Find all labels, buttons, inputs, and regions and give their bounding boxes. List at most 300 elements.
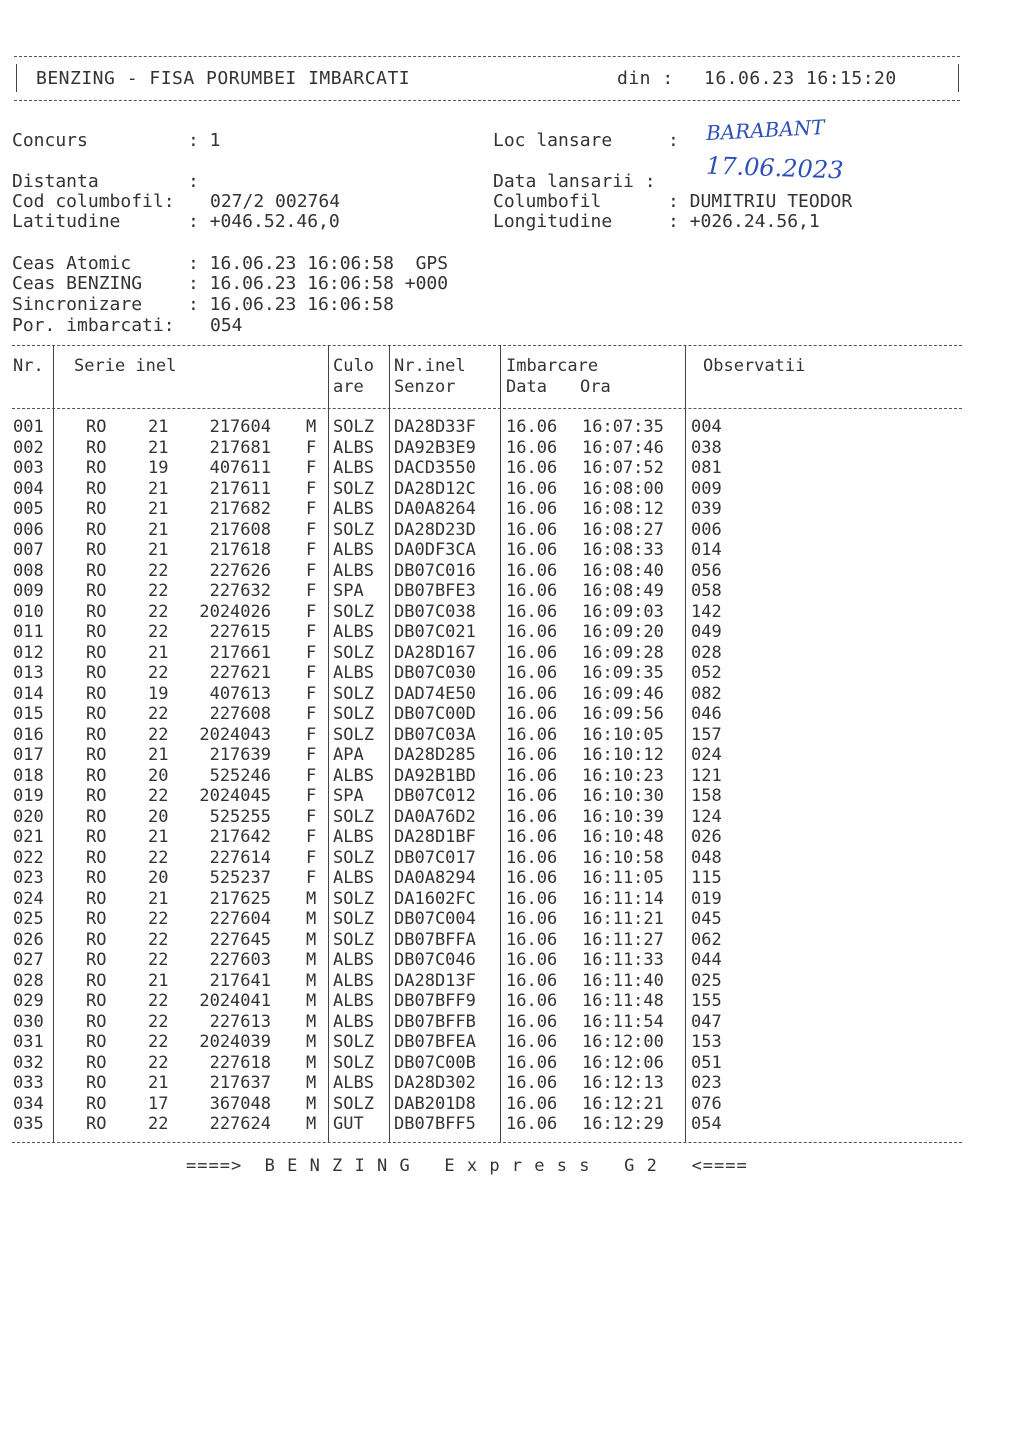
ring-number: 227645 <box>209 929 271 950</box>
ring-number: 227618 <box>209 1052 271 1073</box>
longitude-value: : +026.24.56,1 <box>668 211 820 232</box>
color: SOLZ <box>333 847 374 868</box>
ring-number: 367048 <box>209 1093 271 1114</box>
ring-country: RO <box>86 929 107 950</box>
sensor-id: DA28D23D <box>394 519 476 540</box>
sex: F <box>306 745 317 765</box>
row-number: 031 <box>13 1032 44 1052</box>
sex: F <box>306 581 317 601</box>
sensor-id: DB07BFFB <box>394 1011 476 1032</box>
ring-number: 217682 <box>209 499 271 519</box>
ring-number: 217661 <box>209 642 271 663</box>
ring-number: 525237 <box>209 868 271 888</box>
sex: M <box>306 1032 317 1052</box>
sex: M <box>306 970 317 991</box>
table-bottom-rule <box>12 1142 962 1143</box>
din-value: 16.06.23 16:15:20 <box>704 68 897 89</box>
sensor-id: DA28D12C <box>394 478 476 499</box>
observation: 028 <box>691 642 722 663</box>
color: ALBS <box>333 868 374 888</box>
document-title: BENZING - FISA PORUMBEI IMBARCATI <box>36 68 411 89</box>
row-number: 019 <box>13 786 44 806</box>
data-lansarii-handwritten: 17.06.2023 <box>705 151 844 185</box>
ring-number: 217618 <box>209 540 271 560</box>
embark-time: 16:11:33 <box>582 950 664 970</box>
table-row <box>0 971 1024 992</box>
observation: 026 <box>691 827 722 847</box>
observation: 115 <box>691 868 722 888</box>
sensor-id: DA28D33F <box>394 417 476 437</box>
ring-number: 2024043 <box>199 724 271 745</box>
embark-date: 16.06 <box>506 970 558 991</box>
observation: 052 <box>691 663 722 683</box>
column-header-imbarcare: Imbarcare <box>506 356 599 376</box>
table-row <box>0 930 1024 951</box>
table-header-bottom-rule <box>12 408 962 409</box>
sex: F <box>306 478 317 499</box>
ring-year: 21 <box>148 437 169 458</box>
ring-year: 22 <box>148 560 169 581</box>
color: GUT <box>333 1114 364 1134</box>
ring-country: RO <box>86 1052 107 1073</box>
color: ALBS <box>333 765 374 786</box>
color: SOLZ <box>333 642 374 663</box>
ring-number: 2024039 <box>199 1032 271 1052</box>
ceas-benzing-value: : 16.06.23 16:06:58 +000 <box>188 273 449 294</box>
ring-country: RO <box>86 458 107 478</box>
observation: 045 <box>691 909 722 929</box>
embark-time: 16:12:00 <box>582 1032 664 1052</box>
por-imbarcati-label: Por. imbarcati: <box>12 315 175 336</box>
embark-time: 16:10:30 <box>582 786 664 806</box>
color: SPA <box>333 581 364 601</box>
table-row <box>0 520 1024 541</box>
embark-date: 16.06 <box>506 540 558 560</box>
sensor-id: DB07C012 <box>394 786 476 806</box>
ring-year: 22 <box>148 622 169 642</box>
ring-country: RO <box>86 642 107 663</box>
embark-time: 16:07:52 <box>582 458 664 478</box>
observation: 142 <box>691 601 722 622</box>
ring-country: RO <box>86 601 107 622</box>
embark-time: 16:09:20 <box>582 622 664 642</box>
observation: 049 <box>691 622 722 642</box>
embark-date: 16.06 <box>506 581 558 601</box>
embark-date: 16.06 <box>506 745 558 765</box>
row-number: 029 <box>13 991 44 1011</box>
ring-country: RO <box>86 519 107 540</box>
ring-number: 217639 <box>209 745 271 765</box>
embark-time: 16:12:06 <box>582 1052 664 1073</box>
color: SPA <box>333 786 364 806</box>
embark-date: 16.06 <box>506 1073 558 1093</box>
sex: F <box>306 601 317 622</box>
color: ALBS <box>333 1011 374 1032</box>
sensor-id: DB07C00D <box>394 704 476 724</box>
table-row <box>0 786 1024 807</box>
ring-year: 22 <box>148 581 169 601</box>
ring-year: 19 <box>148 458 169 478</box>
row-number: 021 <box>13 827 44 847</box>
row-number: 005 <box>13 499 44 519</box>
ring-number: 217641 <box>209 970 271 991</box>
row-number: 035 <box>13 1114 44 1134</box>
ring-number: 227614 <box>209 847 271 868</box>
distanta-value: : <box>188 171 199 192</box>
embark-date: 16.06 <box>506 704 558 724</box>
sensor-id: DB07C016 <box>394 560 476 581</box>
embark-date: 16.06 <box>506 1093 558 1114</box>
row-number: 009 <box>13 581 44 601</box>
sex: F <box>306 786 317 806</box>
sensor-id: DAD74E50 <box>394 683 476 704</box>
color: SOLZ <box>333 724 374 745</box>
table-row <box>0 704 1024 725</box>
row-number: 018 <box>13 765 44 786</box>
observation: 056 <box>691 560 722 581</box>
embark-time: 16:07:46 <box>582 437 664 458</box>
table-row <box>0 561 1024 582</box>
ring-country: RO <box>86 868 107 888</box>
observation: 004 <box>691 417 722 437</box>
embark-time: 16:12:29 <box>582 1114 664 1134</box>
observation: 051 <box>691 1052 722 1073</box>
observation: 048 <box>691 847 722 868</box>
observation: 038 <box>691 437 722 458</box>
table-row <box>0 1073 1024 1094</box>
ring-year: 21 <box>148 827 169 847</box>
embark-date: 16.06 <box>506 724 558 745</box>
pigeon-table-body <box>0 417 1024 1135</box>
embark-date: 16.06 <box>506 478 558 499</box>
row-number: 020 <box>13 806 44 827</box>
sensor-id: DA28D1BF <box>394 827 476 847</box>
embark-date: 16.06 <box>506 765 558 786</box>
ring-number: 227603 <box>209 950 271 970</box>
sex: M <box>306 929 317 950</box>
sensor-id: DB07C00B <box>394 1052 476 1073</box>
color: SOLZ <box>333 909 374 929</box>
embark-time: 16:09:56 <box>582 704 664 724</box>
ring-number: 407613 <box>209 683 271 704</box>
table-row <box>0 1094 1024 1115</box>
ring-number: 2024026 <box>199 601 271 622</box>
embark-date: 16.06 <box>506 827 558 847</box>
header-right-border <box>958 64 959 92</box>
table-row <box>0 1114 1024 1135</box>
ceas-benzing-label: Ceas BENZING <box>12 273 143 294</box>
row-number: 012 <box>13 642 44 663</box>
table-row <box>0 1012 1024 1033</box>
row-number: 015 <box>13 704 44 724</box>
observation: 046 <box>691 704 722 724</box>
row-number: 004 <box>13 478 44 499</box>
ring-country: RO <box>86 540 107 560</box>
ring-year: 22 <box>148 1011 169 1032</box>
cod-label: Cod columbofil: <box>12 191 175 212</box>
ring-country: RO <box>86 970 107 991</box>
por-imbarcati-value: 054 <box>210 315 243 336</box>
observation: 009 <box>691 478 722 499</box>
embark-time: 16:11:21 <box>582 909 664 929</box>
table-row <box>0 950 1024 971</box>
observation: 047 <box>691 1011 722 1032</box>
ring-number: 2024045 <box>199 786 271 806</box>
embark-time: 16:08:40 <box>582 560 664 581</box>
embark-time: 16:10:23 <box>582 765 664 786</box>
ring-number: 227613 <box>209 1011 271 1032</box>
embark-date: 16.06 <box>506 519 558 540</box>
ring-number: 217608 <box>209 519 271 540</box>
observation: 014 <box>691 540 722 560</box>
ring-number: 407611 <box>209 458 271 478</box>
embark-time: 16:11:48 <box>582 991 664 1011</box>
embark-date: 16.06 <box>506 888 558 909</box>
row-number: 022 <box>13 847 44 868</box>
din-label: din : <box>617 68 674 89</box>
table-row <box>0 745 1024 766</box>
embark-time: 16:09:35 <box>582 663 664 683</box>
table-row <box>0 684 1024 705</box>
ring-year: 21 <box>148 499 169 519</box>
sex: M <box>306 991 317 1011</box>
ring-country: RO <box>86 909 107 929</box>
sex: M <box>306 417 317 437</box>
header-bottom-border <box>14 100 960 101</box>
ring-country: RO <box>86 827 107 847</box>
ring-number: 217642 <box>209 827 271 847</box>
ring-number: 227626 <box>209 560 271 581</box>
ring-country: RO <box>86 499 107 519</box>
color: ALBS <box>333 499 374 519</box>
observation: 058 <box>691 581 722 601</box>
ring-year: 20 <box>148 765 169 786</box>
table-row <box>0 458 1024 479</box>
color: ALBS <box>333 458 374 478</box>
cod-value: 027/2 002764 <box>210 191 341 212</box>
column-header-ora: Ora <box>580 377 611 397</box>
row-number: 002 <box>13 437 44 458</box>
row-number: 032 <box>13 1052 44 1073</box>
ring-country: RO <box>86 581 107 601</box>
ring-country: RO <box>86 888 107 909</box>
ring-country: RO <box>86 622 107 642</box>
row-number: 028 <box>13 970 44 991</box>
loc-lansare-label: Loc lansare <box>493 130 613 151</box>
ring-number: 227624 <box>209 1114 271 1134</box>
color: ALBS <box>333 540 374 560</box>
color: ALBS <box>333 827 374 847</box>
embark-date: 16.06 <box>506 683 558 704</box>
ring-year: 22 <box>148 704 169 724</box>
ring-year: 21 <box>148 417 169 437</box>
ring-year: 21 <box>148 642 169 663</box>
embark-time: 16:11:27 <box>582 929 664 950</box>
sensor-id: DB07C004 <box>394 909 476 929</box>
embark-time: 16:08:12 <box>582 499 664 519</box>
observation: 076 <box>691 1093 722 1114</box>
latitude-value: : +046.52.46,0 <box>188 211 340 232</box>
latitude-label: Latitudine <box>12 211 121 232</box>
observation: 082 <box>691 683 722 704</box>
ring-number: 227608 <box>209 704 271 724</box>
table-row <box>0 909 1024 930</box>
column-header-culoare-1: Culo <box>333 356 374 376</box>
ring-country: RO <box>86 1114 107 1134</box>
embark-date: 16.06 <box>506 622 558 642</box>
embark-time: 16:08:00 <box>582 478 664 499</box>
ring-year: 21 <box>148 745 169 765</box>
ring-country: RO <box>86 1073 107 1093</box>
sex: M <box>306 1052 317 1073</box>
row-number: 030 <box>13 1011 44 1032</box>
row-number: 007 <box>13 540 44 560</box>
color: SOLZ <box>333 519 374 540</box>
color: SOLZ <box>333 888 374 909</box>
color: SOLZ <box>333 478 374 499</box>
embark-date: 16.06 <box>506 929 558 950</box>
observation: 019 <box>691 888 722 909</box>
sex: M <box>306 909 317 929</box>
table-row <box>0 581 1024 602</box>
embark-time: 16:08:33 <box>582 540 664 560</box>
ring-year: 22 <box>148 991 169 1011</box>
ring-country: RO <box>86 417 107 437</box>
loc-lansare-colon: : <box>668 130 679 151</box>
sensor-id: DAB201D8 <box>394 1093 476 1114</box>
color: SOLZ <box>333 1032 374 1052</box>
embark-time: 16:12:21 <box>582 1093 664 1114</box>
header-top-border <box>14 56 960 57</box>
observation: 124 <box>691 806 722 827</box>
embark-time: 16:09:28 <box>582 642 664 663</box>
observation: 157 <box>691 724 722 745</box>
ring-country: RO <box>86 560 107 581</box>
sex: F <box>306 765 317 786</box>
embark-date: 16.06 <box>506 950 558 970</box>
column-header-nr: Nr. <box>13 356 44 376</box>
table-row <box>0 417 1024 438</box>
sensor-id: DB07C017 <box>394 847 476 868</box>
table-row <box>0 1053 1024 1074</box>
embark-date: 16.06 <box>506 909 558 929</box>
row-number: 024 <box>13 888 44 909</box>
column-header-culoare-2: are <box>333 377 364 397</box>
ring-number: 2024041 <box>199 991 271 1011</box>
table-row <box>0 848 1024 869</box>
ring-country: RO <box>86 786 107 806</box>
ring-year: 21 <box>148 1073 169 1093</box>
embark-time: 16:11:14 <box>582 888 664 909</box>
embark-time: 16:12:13 <box>582 1073 664 1093</box>
ring-year: 22 <box>148 1052 169 1073</box>
embark-time: 16:10:48 <box>582 827 664 847</box>
observation: 054 <box>691 1114 722 1134</box>
ring-country: RO <box>86 1011 107 1032</box>
embark-date: 16.06 <box>506 1032 558 1052</box>
sensor-id: DACD3550 <box>394 458 476 478</box>
color: SOLZ <box>333 1052 374 1073</box>
column-header-serie-inel: Serie inel <box>74 356 177 376</box>
sensor-id: DA1602FC <box>394 888 476 909</box>
color: SOLZ <box>333 417 374 437</box>
color: SOLZ <box>333 683 374 704</box>
ring-year: 21 <box>148 540 169 560</box>
table-row <box>0 1032 1024 1053</box>
embark-time: 16:10:05 <box>582 724 664 745</box>
color: SOLZ <box>333 806 374 827</box>
color: SOLZ <box>333 929 374 950</box>
row-number: 027 <box>13 950 44 970</box>
row-number: 026 <box>13 929 44 950</box>
observation: 153 <box>691 1032 722 1052</box>
observation: 023 <box>691 1073 722 1093</box>
embark-date: 16.06 <box>506 786 558 806</box>
ring-number: 217604 <box>209 417 271 437</box>
color: ALBS <box>333 991 374 1011</box>
sensor-id: DB07C021 <box>394 622 476 642</box>
sex: M <box>306 1093 317 1114</box>
color: ALBS <box>333 560 374 581</box>
table-row <box>0 602 1024 623</box>
sex: F <box>306 642 317 663</box>
table-row <box>0 499 1024 520</box>
ring-country: RO <box>86 724 107 745</box>
ring-country: RO <box>86 1032 107 1052</box>
sensor-id: DA28D13F <box>394 970 476 991</box>
data-lansarii-label: Data lansarii : <box>493 171 656 192</box>
ring-number: 217681 <box>209 437 271 458</box>
ring-country: RO <box>86 765 107 786</box>
embark-time: 16:08:49 <box>582 581 664 601</box>
embark-date: 16.06 <box>506 1052 558 1073</box>
footer-brand: ====> B E N Z I N G E x p r e s s G 2 <==== <box>186 1156 748 1176</box>
sensor-id: DB07BFFA <box>394 929 476 950</box>
sensor-id: DB07C038 <box>394 601 476 622</box>
color: ALBS <box>333 970 374 991</box>
sensor-id: DB07C03A <box>394 724 476 745</box>
sex: M <box>306 950 317 970</box>
observation: 024 <box>691 745 722 765</box>
column-header-senzor: Senzor <box>394 377 456 397</box>
observation: 025 <box>691 970 722 991</box>
sincronizare-label: Sincronizare <box>12 294 143 315</box>
ring-year: 17 <box>148 1093 169 1114</box>
sex: F <box>306 437 317 458</box>
color: ALBS <box>333 622 374 642</box>
sensor-id: DB07BFE3 <box>394 581 476 601</box>
ceas-atomic-label: Ceas Atomic <box>12 253 132 274</box>
ring-year: 22 <box>148 601 169 622</box>
color: ALBS <box>333 437 374 458</box>
ring-country: RO <box>86 704 107 724</box>
ring-year: 21 <box>148 970 169 991</box>
color: SOLZ <box>333 704 374 724</box>
sensor-id: DB07BFF9 <box>394 991 476 1011</box>
table-row <box>0 643 1024 664</box>
embark-date: 16.06 <box>506 499 558 519</box>
embark-time: 16:11:54 <box>582 1011 664 1032</box>
ring-country: RO <box>86 991 107 1011</box>
ring-number: 525255 <box>209 806 271 827</box>
ring-country: RO <box>86 663 107 683</box>
row-number: 017 <box>13 745 44 765</box>
embark-time: 16:10:39 <box>582 806 664 827</box>
sex: F <box>306 663 317 683</box>
embark-time: 16:10:12 <box>582 745 664 765</box>
sensor-id: DA92B3E9 <box>394 437 476 458</box>
ring-year: 20 <box>148 806 169 827</box>
